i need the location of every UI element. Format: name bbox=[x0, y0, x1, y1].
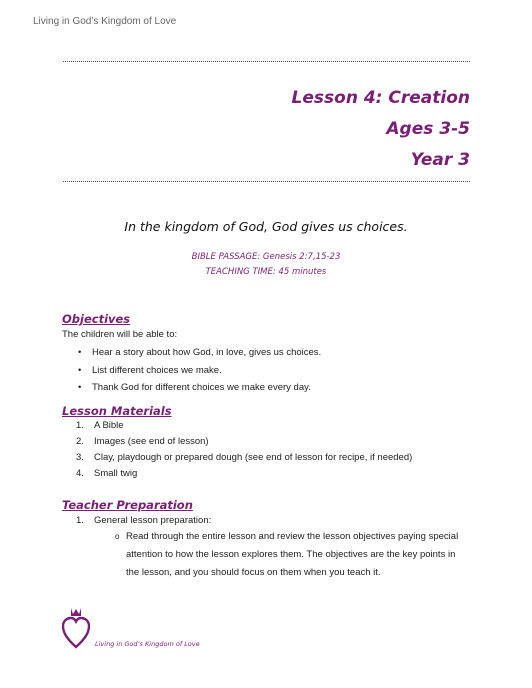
material-text: Clay, playdough or prepared dough (see end of lesson for recipe, if needed) bbox=[94, 452, 413, 463]
top-divider bbox=[63, 61, 470, 62]
objective-text: Thank God for different choices we make every day. bbox=[92, 382, 311, 393]
material-text: A Bible bbox=[94, 420, 124, 431]
material-text: Images (see end of lesson) bbox=[94, 436, 209, 447]
bullet-icon: • bbox=[78, 382, 82, 393]
list-item: 1. General lesson preparation: bbox=[76, 515, 212, 526]
bottom-divider bbox=[63, 181, 470, 182]
preparation-text: General lesson preparation: bbox=[94, 515, 212, 526]
preparation-subitem bbox=[115, 528, 461, 582]
teaching-time: TEACHING TIME: 45 minutes bbox=[205, 267, 327, 277]
crown-heart-logo-icon bbox=[62, 605, 90, 650]
bullet-icon: • bbox=[78, 364, 82, 376]
circle-bullet-icon: o bbox=[115, 532, 120, 541]
list-item bbox=[62, 379, 321, 397]
materials-heading: Lesson Materials bbox=[62, 404, 172, 418]
objective-text: Hear a story about how God, in love, gives us choices. bbox=[92, 347, 322, 358]
preparation-list bbox=[62, 513, 211, 529]
lesson-theme: In the kingdom of God, God gives us choices. bbox=[124, 219, 408, 234]
objectives-list bbox=[62, 344, 321, 397]
lesson-ages: Ages 3-5 bbox=[386, 119, 470, 139]
lesson-year: Year 3 bbox=[410, 150, 470, 170]
preparation-heading: Teacher Preparation bbox=[62, 498, 193, 512]
bible-passage: BIBLE PASSAGE: Genesis 2:7,15-23 bbox=[191, 252, 341, 262]
objectives-intro: The children will be able to: bbox=[62, 329, 178, 340]
material-text: Small twig bbox=[94, 468, 138, 479]
running-header: Living in God’s Kingdom of Love bbox=[33, 16, 177, 27]
list-item: 4. Small twig bbox=[76, 468, 138, 479]
lesson-title: Lesson 4: Creation bbox=[291, 88, 470, 108]
materials-list bbox=[62, 418, 412, 482]
objectives-heading: Objectives bbox=[62, 312, 131, 326]
list-item: 1. A Bible bbox=[76, 420, 124, 431]
footer-title: Living in God’s Kingdom of Love bbox=[95, 640, 200, 648]
list-item bbox=[62, 344, 321, 362]
list-item: 2. Images (see end of lesson) bbox=[76, 436, 209, 447]
bullet-icon: • bbox=[78, 347, 82, 358]
objective-text: List different choices we make. bbox=[92, 364, 222, 376]
list-item bbox=[62, 362, 321, 380]
list-item: 3. Clay, playdough or prepared dough (see end of lesson for recipe, if needed) bbox=[76, 452, 413, 463]
preparation-subitem-text: Read through the entire lesson and review the lesson objectives paying special attention to how the lesson explores them. The objectives are the key points in the lesson, and you should focus on them when you teach it. bbox=[126, 531, 459, 578]
